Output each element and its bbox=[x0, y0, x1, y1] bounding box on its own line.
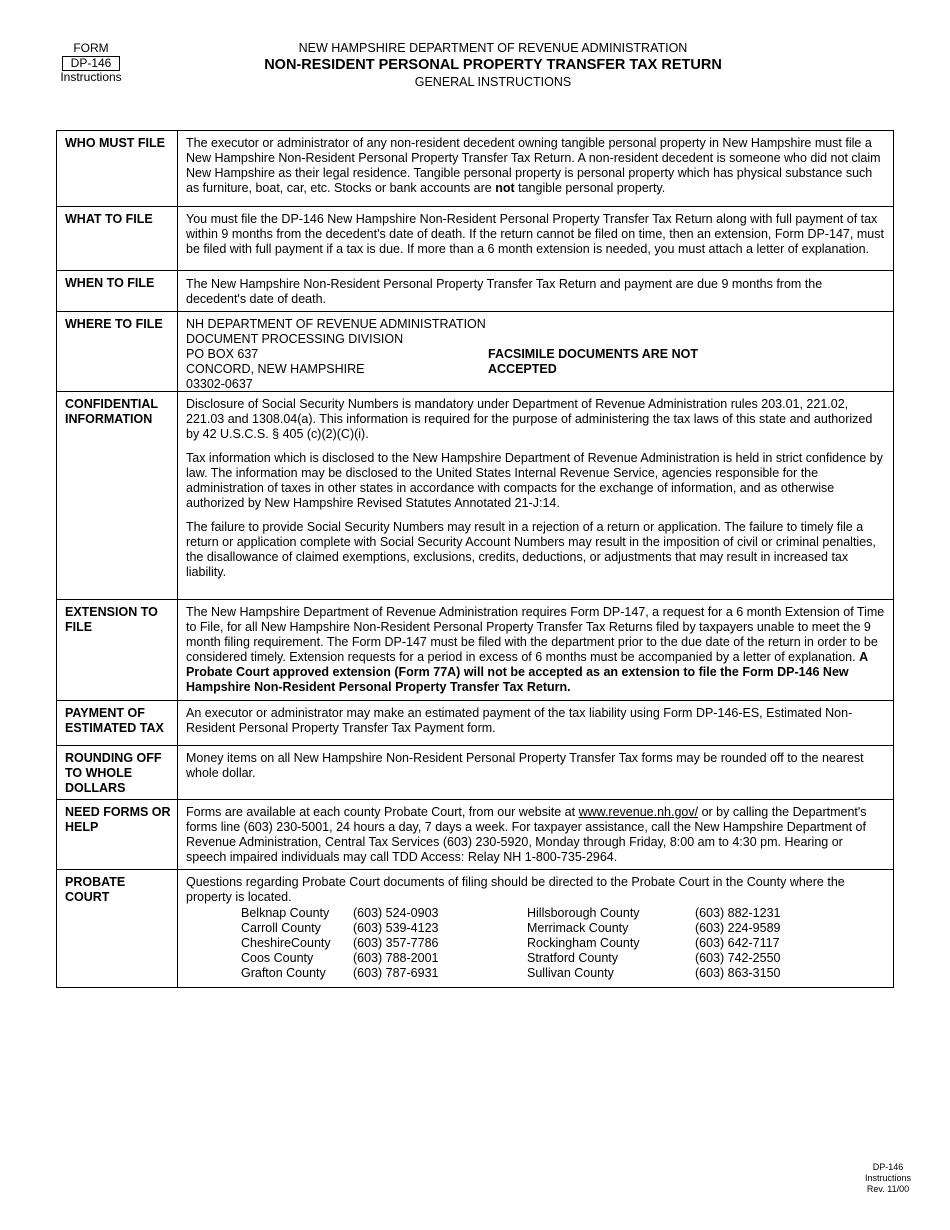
county-name: Merrimack County bbox=[527, 921, 629, 935]
section-label: NEED FORMS OR HELP bbox=[57, 800, 178, 869]
page-header bbox=[0, 40, 950, 89]
county-name: CheshireCounty bbox=[241, 936, 331, 950]
section-label: WHO MUST FILE bbox=[57, 131, 178, 206]
county-phone: (603) 524-0903 bbox=[353, 906, 439, 920]
county-phone: (603) 357-7786 bbox=[353, 936, 439, 950]
confidential-paragraph: The failure to provide Social Security Numbers may result in a rejection of a return or application. The failure to timely file a return or application complete with Social Security Account Numbers may result in the imposition of civil or criminal penalties, the disallowance of claimed exemptions, exclusions, credits, deductions, or adjustments that may result in increased tax liability. bbox=[186, 520, 876, 579]
section-text bbox=[178, 312, 893, 391]
form-instructions-label: Instructions bbox=[60, 70, 122, 84]
county-phone: (603) 882-1231 bbox=[695, 906, 781, 920]
section-confidential-information bbox=[57, 391, 893, 599]
section-rounding bbox=[57, 745, 893, 799]
county-name: Hillsborough County bbox=[527, 906, 640, 920]
address-line: CONCORD, NEW HAMPSHIRE bbox=[186, 362, 365, 376]
county-name: Rockingham County bbox=[527, 936, 640, 950]
page-subtitle: GENERAL INSTRUCTIONS bbox=[414, 75, 572, 89]
county-name: Coos County bbox=[241, 951, 314, 965]
section-text: An executor or administrator may make an estimated payment of the tax liability using Form DP-146-ES, Estimated Non-Resident Personal Property Transfer Tax Payment form. bbox=[186, 706, 853, 735]
address-line: DOCUMENT PROCESSING DIVISION bbox=[186, 332, 404, 346]
section-text: You must file the DP-146 New Hampshire Non-Resident Personal Property Transfer Tax Return along with full payment of tax within 9 months from the decedent's date of death. If the return cannot be filed on time, then an extension, Form DP-147, must be filed with full payment if a tax is due. If more than a 6 month extension is needed, you must attach a letter of explanation. bbox=[186, 212, 884, 256]
who-text-b: tangible personal property. bbox=[518, 181, 666, 195]
form-number-box: DP-146 bbox=[62, 56, 120, 71]
section-text bbox=[178, 131, 893, 206]
section-payment-estimated-tax bbox=[57, 700, 893, 745]
footer-revision: Rev. 11/00 bbox=[866, 1184, 910, 1194]
section-text bbox=[178, 392, 893, 599]
section-label: WHEN TO FILE bbox=[57, 271, 178, 311]
extension-text: The New Hampshire Department of Revenue Administration requires Form DP-147, a request for a 6 month Extension of Time to File, for all New Hampshire Non-Resident Personal Property Transfer Tax Returns filed by taxpayers unable to meet the 9 month filing requirement. The Form DP-147 must be filed with the department prior to the due date of the return in order to be considered timely. Extension requests for a period in excess of 6 months must be accompanied by a letter of explanation. bbox=[186, 605, 885, 664]
confidential-paragraph: Disclosure of Social Security Numbers is mandatory under Department of Revenue Administration rules 203.01, 221.02, 221.03 and 1308.04(a). This information is required for the purpose of administering the tax laws of this state and authorized by 42 U.S.C.S. § 405 (c)(2)(C)(i). bbox=[186, 397, 873, 441]
county-phone: (603) 742-2550 bbox=[695, 951, 781, 965]
section-label: EXTENSION TO FILE bbox=[57, 600, 178, 700]
county-name: Belknap County bbox=[241, 906, 330, 920]
help-text-a: Forms are available at each county Probate Court, from our website at bbox=[186, 805, 576, 819]
section-label: CONFIDENTIAL INFORMATION bbox=[57, 392, 178, 599]
section-label: WHERE TO FILE bbox=[57, 312, 178, 391]
section-need-forms-help bbox=[57, 799, 893, 869]
mailing-address bbox=[186, 317, 488, 392]
page-title: NON-RESIDENT PERSONAL PROPERTY TRANSFER TAX RETURN bbox=[264, 57, 722, 73]
county-name: Grafton County bbox=[241, 966, 326, 980]
address-line: PO BOX 637 bbox=[186, 347, 259, 361]
county-name: Sullivan County bbox=[527, 966, 614, 980]
footer-instructions: Instructions bbox=[864, 1173, 912, 1183]
instructions-table bbox=[56, 130, 894, 988]
probate-intro: Questions regarding Probate Court documents of filing should be directed to the Probate Court in the County where the property is located. bbox=[186, 875, 845, 904]
section-text bbox=[178, 800, 893, 869]
address-line: NH DEPARTMENT OF REVENUE ADMINISTRATION bbox=[186, 317, 486, 331]
who-text-a: The executor or administrator of any non-resident decedent owning tangible personal property in New Hampshire must file a New Hampshire Non-Resident Personal Property Transfer Tax Return. A non-resident decedent is someone who did not claim New Hampshire as their legal residence. Tangible personal property is personal property which has physical substance such as furniture, boat, car, etc. Stocks or bank accounts are bbox=[186, 136, 881, 195]
extension-bold-text: A Probate Court approved extension (Form 77A) will not be accepted as an extension to file the Form DP-146 New Hampshire Non-Resident Personal Property Transfer Tax Return. bbox=[186, 650, 868, 694]
who-text-bold: not bbox=[495, 181, 515, 195]
county-name: Stratford County bbox=[527, 951, 619, 965]
county-phone: (603) 642-7117 bbox=[695, 936, 780, 950]
section-text bbox=[178, 600, 893, 700]
section-where-to-file bbox=[57, 311, 893, 391]
fax-notice: FACSIMILE DOCUMENTS ARE NOT ACCEPTED bbox=[488, 347, 698, 376]
form-label: FORM bbox=[73, 41, 109, 55]
county-directory bbox=[186, 906, 885, 981]
website-link[interactable]: www.revenue.nh.gov/ bbox=[578, 805, 699, 819]
agency-name: NEW HAMPSHIRE DEPARTMENT OF REVENUE ADMINISTRATION bbox=[298, 41, 688, 55]
county-phone: (603) 863-3150 bbox=[695, 966, 781, 980]
section-when-to-file bbox=[57, 270, 893, 311]
section-what-to-file bbox=[57, 206, 893, 270]
section-who-must-file bbox=[57, 131, 893, 206]
page-footer bbox=[856, 1162, 920, 1195]
section-label: ROUNDING OFF TO WHOLE DOLLARS bbox=[57, 746, 178, 799]
section-probate-court bbox=[57, 869, 893, 987]
county-name: Carroll County bbox=[241, 921, 321, 935]
county-phone: (603) 788-2001 bbox=[353, 951, 439, 965]
section-label: PAYMENT OF ESTIMATED TAX bbox=[57, 701, 178, 745]
section-label: WHAT TO FILE bbox=[57, 207, 178, 270]
county-phone: (603) 539-4123 bbox=[353, 921, 439, 935]
footer-form-number: DP-146 bbox=[872, 1162, 904, 1172]
section-text: Money items on all New Hampshire Non-Resident Personal Property Transfer Tax forms may be rounded off to the nearest whole dollar. bbox=[186, 751, 864, 780]
section-extension-to-file bbox=[57, 599, 893, 700]
confidential-paragraph: Tax information which is disclosed to the New Hampshire Department of Revenue Administration is held in strict confidence by law. The information may be disclosed to the United States Internal Revenue Service, agencies responsible for the administration of taxes in other states in accordance with compacts for the exchange of information, and as otherwise authorized by New Hampshire Revised Statutes Annotated 21-J:14. bbox=[186, 451, 883, 510]
section-label: PROBATE COURT bbox=[57, 870, 178, 987]
section-text: The New Hampshire Non-Resident Personal Property Transfer Tax Return and payment are due 9 months from the decedent's date of death. bbox=[186, 277, 823, 306]
section-text bbox=[178, 870, 893, 987]
address-line: 03302-0637 bbox=[186, 377, 253, 391]
help-text-b: or by calling the Department's forms line (603) 230-5001, 24 hours a day, 7 days a week. For taxpayer assistance, call the New Hampshire Department of Revenue Administration, Central Tax Services (603) 230-5920, Monday through Friday, 8:00 am to 4:30 pm. Hearing or speech impaired individuals may call TDD Access: Relay NH 1-800-735-2964. bbox=[186, 805, 867, 864]
county-phone: (603) 787-6931 bbox=[353, 966, 439, 980]
county-phone: (603) 224-9589 bbox=[695, 921, 781, 935]
